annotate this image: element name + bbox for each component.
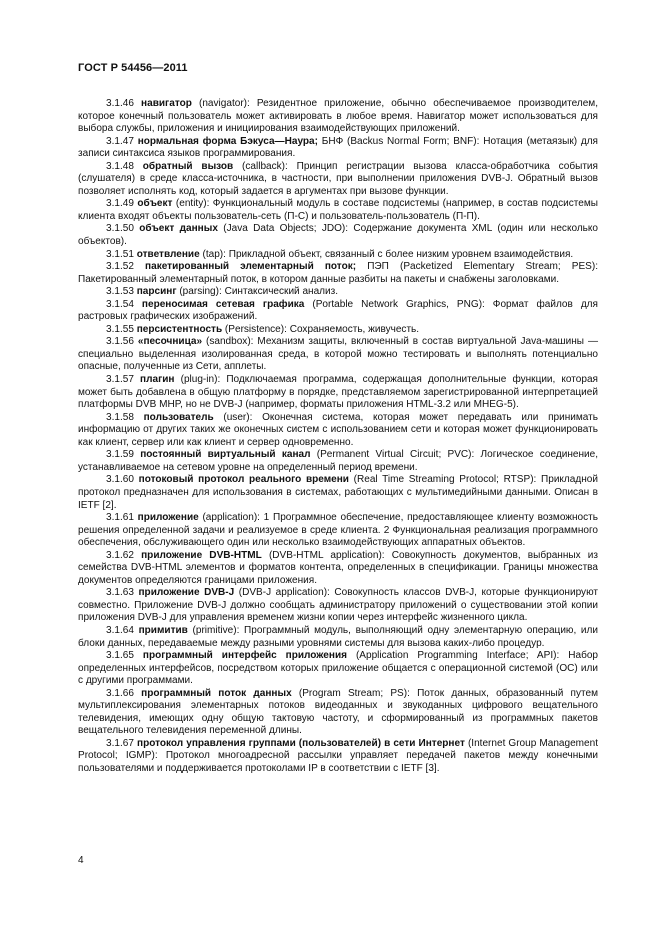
entry-definition: (callback): Принцип регистрации вызова класса-обработчика события (слушателя) в среде класса-источника, в частности, при выполнении приложения DVB-J. Обратный вызов позволяет исполнять код, который задается в аргументах при вызове функции. [78,160,598,197]
entry-number: 3.1.61 [106,512,134,524]
entry-term: персистентность [136,323,223,335]
definition-entry [78,512,598,550]
entry-term: ответвление [136,248,200,260]
definition-entry [78,650,598,688]
entry-term: объект [137,198,173,210]
entry-term: приложение [137,512,199,524]
definition-entry [78,412,598,450]
entry-term: переносимая сетевая графика [141,298,305,310]
definition-entry [78,738,598,776]
entry-number: 3.1.46 [106,98,134,109]
entry-term: примитив [138,624,188,636]
entry-number: 3.1.65 [106,650,134,662]
entry-term: постоянный виртуальный канал [140,449,311,461]
entry-term: объект данных [139,223,218,235]
entry-number: 3.1.56 [106,336,134,348]
entry-definition: (Internet Group Management Protocol; IGMP): Протокол многоадресной рассылки управляет передачей пакетов между конечными пользователями и поддерживается протоколами IP в соответствии с IETF [3]. [78,737,599,774]
entry-term: плагин [140,374,175,386]
entry-number: 3.1.52 [106,261,134,273]
entry-number: 3.1.47 [106,135,134,147]
definition-entry [78,550,598,588]
entry-definition: (parsing): Синтаксический анализ. [176,286,339,298]
definition-entry [78,161,598,199]
entry-number: 3.1.49 [106,198,134,210]
entry-number: 3.1.48 [106,160,134,172]
definition-entry [78,286,598,299]
entry-definition: (Program Stream; PS): Поток данных, образованный путем мультиплексирования элементарных потоков видеоданных и звукоданных цифрового вещательного телевидения, имеющих одну общую тактовую частоту, и сформированный из программных пакетов вещательного телевидения переменной длины. [78,687,598,737]
entry-number: 3.1.58 [106,411,134,423]
entry-term: парсинг [136,286,177,298]
entry-definition: (tap): Прикладной объект, связанный с более низким уровнем взаимодействия. [199,248,574,260]
entry-number: 3.1.60 [106,474,134,486]
entry-definition: (Persistence): Сохраняемость, живучесть. [222,323,420,335]
entry-number: 3.1.53 [106,286,134,298]
entry-term: обратный вызов [142,160,234,172]
definition-entry [78,449,598,474]
entry-term: пользователь [143,411,214,423]
definition-entry [78,324,598,337]
definition-entry [78,136,598,161]
entry-definition: БНФ (Backus Normal Form; BNF): Нотация (метаязык) для записи синтаксиса языков программирования. [78,135,598,160]
entry-definition: (DVB-J application): Совокупность классов DVB-J, которые функционируют совместно. Приложение DVB-J должно сообщать администратору приложений о существовании этой копии приложения DVB-J для управления временем жизни копии через интерфейс жизненного цикла. [78,587,598,624]
entry-definition: (navigator): Резидентное приложение, обычно обеспечиваемое производителем, которое конечный пользователь может активировать в любое время. Навигатор может использоваться для выбора службы, приложения и инициирования взаимодействующих приложений. [78,98,598,135]
entry-definition: ПЭП (Packetized Elementary Stream; PES): Пакетированный элементарный поток, в котором данные разбиты на пакеты и снабжены заголовками. [78,261,599,285]
definition-entry [78,223,598,248]
entry-definition: (Application Programming Interface; API): Набор определенных интерфейсов, посредством которых приложение общается с операционной системой (ОС) или с другими программами. [78,650,598,687]
entry-number: 3.1.54 [106,298,134,310]
entry-number: 3.1.62 [106,549,134,561]
definition-entry [78,474,598,512]
entry-term: нормальная форма Бэкуса—Наура; [137,135,318,147]
definition-entry [78,625,598,650]
entry-term: навигатор [141,98,192,109]
entry-number: 3.1.63 [106,587,134,599]
entry-definition: (primitive): Программный модуль, выполняющий одну элементарную операцию, или блоки данных, передаваемые между разными уровнями системы для вызова каких-либо процедур. [78,624,598,649]
definition-entry [78,336,598,374]
entry-number: 3.1.57 [106,374,134,386]
definition-entry [78,299,598,324]
entry-definition: (sandbox): Механизм защиты, включенный в состав виртуальной Java-машины — специально выделенная изолированная среда, в которой можно тестировать и выполнять потенциально опасные, полученные из Сети, апплеты. [78,336,599,373]
definition-entry [78,688,598,738]
entry-term: приложение DVB-J [138,587,235,599]
entry-definition: (entity): Функциональный модуль в составе подсистемы (например, в состав подсистемы клиента входят объекты пользователь-сеть (П-С) и пользователь-пользователь (П-П). [78,198,598,222]
entry-definition: (Permanent Virtual Circuit; PVC): Логическое соединение, устанавливаемое на сетевом уровне на определенный период времени. [78,449,598,473]
entry-definition: (Java Data Objects; JDO): Содержание документа XML (один или несколько объектов). [78,223,599,248]
entry-definition: (Real Time Streaming Protocol; RTSP): Прикладной протокол предназначен для использования в системах, работающих с мультимедийными данными. Описан в IETF [2]. [78,474,598,511]
entry-term: потоковый протокол реального времени [138,474,349,486]
entry-number: 3.1.66 [106,687,134,699]
entry-number: 3.1.59 [106,449,134,461]
definition-entry [78,587,598,625]
entry-number: 3.1.55 [106,323,134,335]
entry-term: пакетированный элементарный поток; [145,261,357,273]
definition-entry [78,98,598,136]
entry-definition: (DVB-HTML application): Совокупность документов, выбранных из семейства DVB-HTML элементов и форматов контента, определенных в спецификации. Границы множества документов определяются границами приложения. [78,549,599,586]
definition-entry [78,198,598,223]
entry-term: протокол управления группами (пользователей) в сети Интернет [137,737,465,749]
entry-term: программный интерфейс приложения [142,650,347,662]
entry-term: программный поток данных [141,687,292,699]
definition-entry [78,249,598,262]
entry-term: приложение DVB-HTML [141,549,262,561]
page-number: 4 [78,855,84,866]
definition-entry [78,261,598,286]
entry-definition: (Portable Network Graphics, PNG): Формат файлов для растровых графических изображений. [78,298,598,323]
entry-number: 3.1.64 [106,624,134,636]
definition-entry [78,374,598,412]
entry-number: 3.1.67 [106,737,134,749]
entry-definition: (application): 1 Программное обеспечение, предоставляющее клиенту возможность решения определенной задачи и реализуемое в среде клиента. 2 Функциональная реализация программного обеспечения, обслуживающего один или несколько взаимодействующих аппаратных объектов. [78,512,599,549]
page-header: ГОСТ Р 54456—2011 [78,62,188,74]
document-body [78,98,598,776]
entry-number: 3.1.50 [106,223,134,235]
entry-definition: (plug-in): Подключаемая программа, содержащая дополнительные функции, которая может быть добавлена в общую платформу в порядке, представляемом зарегистрированной интерпретацией платформы DVB MHP, но не DVB-J (например, форматы приложения HTML-3.2 или MHEG-5). [78,374,598,411]
entry-number: 3.1.51 [106,248,134,260]
entry-definition: (user): Оконечная система, которая может передавать или принимать информацию от других таких же оконечных систем с использованием сети и которая может функционировать как клиент, сервер или как клиент и сервер одновременно. [78,411,598,448]
entry-term: «песочница» [137,336,203,348]
